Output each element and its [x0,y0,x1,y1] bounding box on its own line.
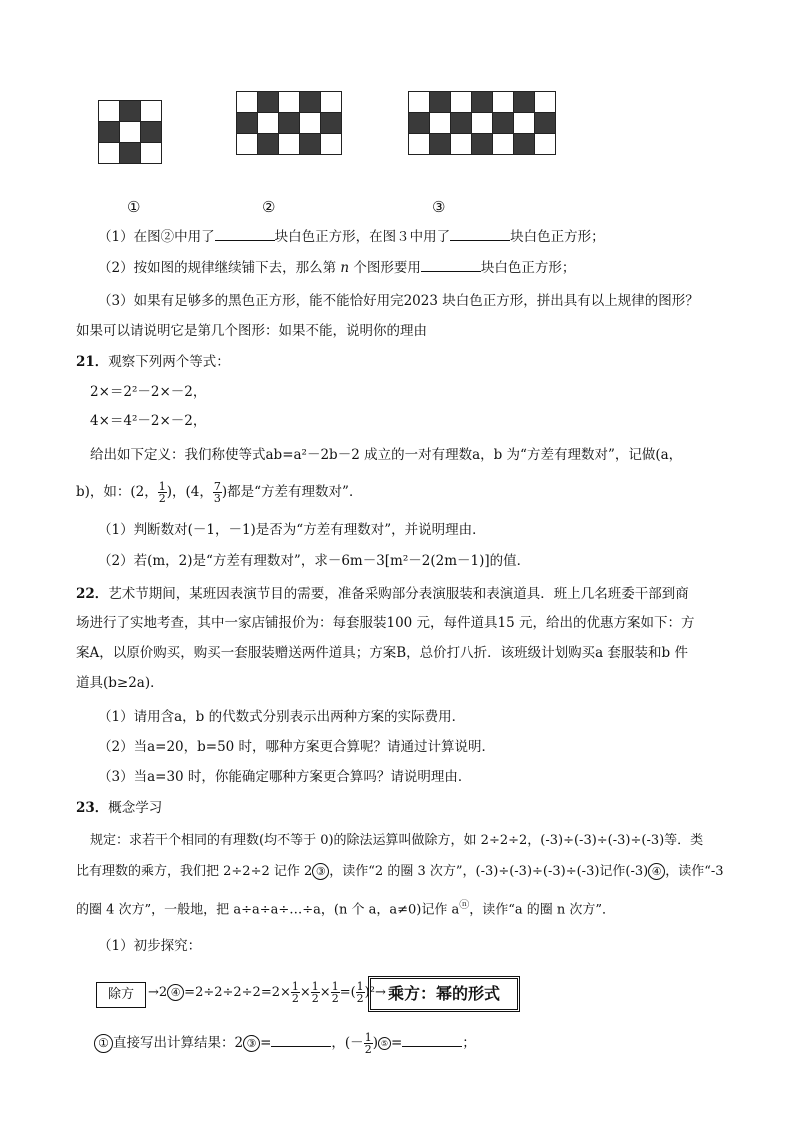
black-tile [258,92,279,113]
white-tile [493,92,514,113]
q23-part1: （1）初步探究： [98,938,202,954]
white-tile [99,101,120,122]
answer-blank [450,228,510,241]
q23-rule-line1: 规定：求若干个相同的有理数(均不等于 0)的除法运算叫做除方，如 2÷2÷2，(-3)÷(-3)÷(-3)÷(-3)等．类 [90,833,704,848]
division-to-power-chain: →2 ④ =2÷2÷2÷2=2× $\frac{1}{2}$ × $\frac{1}{2}$ × $\frac{1}{2}$ =( $\frac{1}{2}$ )²→ [148,980,386,1005]
q23-rule-line3: 的圈 4 次方”，一般地，把 a÷a÷a÷…÷a，(n 个 a，a≠0)记作 aⓝ，读作“a 的圈 n 次方”． [76,900,616,918]
q21-definition-line2: b)，如：(2， $\frac{1}{2}$ )，(4， $\frac{7}{3}$ )都是“方差有理数对”． [76,480,363,505]
black-tile [120,101,141,122]
q21-eq2: 4×＝4²－2×－2， [90,413,207,429]
black-tile [258,134,279,155]
figure-1-grid [98,100,162,164]
figure-2-label: ② [262,198,276,216]
white-tile [535,134,556,155]
answer-blank [271,1034,331,1047]
q21-eq1: 2×＝2²－2×－2， [90,384,207,400]
black-tile [300,134,321,155]
fraction-one-half: $\frac{1}{2}$ [291,980,299,1005]
white-tile [120,122,141,143]
q22-line3: 案A，以原价购买，购买一套服装赠送两件道具；方案B，总价打八折．该班级计划购买a 套服装和b 件 [76,645,688,661]
white-tile [321,92,342,113]
black-tile [514,92,535,113]
figure-3-grid [408,91,556,155]
white-tile [237,92,258,113]
answer-blank [421,259,481,272]
division-box: 除方 [96,982,146,1008]
white-tile [237,134,258,155]
white-tile [451,92,472,113]
fraction-one-half: $\frac{1}{2}$ [364,1031,372,1056]
black-tile [120,143,141,164]
white-tile [279,134,300,155]
white-tile [472,113,493,134]
q23-heading: 23．概念学习 [76,800,163,816]
q21-part1: （1）判断数对(－1，－1)是否为“方差有理数对”，并说明理由． [98,522,486,538]
white-tile [409,134,430,155]
black-tile [514,134,535,155]
q22-line2: 场进行了实地考查，其中一家店铺报价为：每套服装100 元，每件道具15 元，给出的优惠方案如下：方 [76,615,695,631]
q21-heading: 21．观察下列两个等式： [76,354,230,370]
black-tile [321,113,342,134]
black-tile [493,113,514,134]
black-tile [472,134,493,155]
white-tile [493,134,514,155]
white-tile [99,143,120,164]
black-tile [451,113,472,134]
white-tile [300,113,321,134]
q21-definition-line1: 给出如下定义：我们称使等式ab=a²－2b－2 成立的一对有理数a，b 为“方差有理数对”，记做(a， [90,447,683,463]
q22-part3: （3）当a=30 时，你能确定哪种方案更合算吗？请说明理由． [98,769,472,785]
white-tile [535,92,556,113]
black-tile [409,113,430,134]
white-tile [451,134,472,155]
black-tile [472,92,493,113]
fraction-one-half: $\frac{1}{2}$ [158,480,166,505]
white-tile [409,92,430,113]
black-tile [279,113,300,134]
power-form-box: 乘方：幂的形式 [368,976,520,1012]
white-tile [514,113,535,134]
q20-part3-line2: 如果可以请说明它是第几个图形：如果不能，说明你的理由 [76,323,427,339]
figure-3-label: ③ [432,198,446,216]
q20-part1: （1）在图②中用了 块白色正方形，在图３中用了 块白色正方形； [98,229,605,245]
black-tile [430,92,451,113]
q22-part1: （1）请用含a，b 的代数式分别表示出两种方案的实际费用． [98,709,466,725]
black-tile [141,122,162,143]
white-tile [321,134,342,155]
q20-part2: （2）按如图的规律继续铺下去，那么第 n 个图形要用 块白色正方形； [98,260,576,276]
fraction-one-half: $\frac{1}{2}$ [331,980,339,1005]
q22-line1: 22．艺术节期间，某班因表演节目的需要，准备采购部分表演服装和表演道具．班上几名班委干部到商 [76,586,689,602]
figure-1-label: ① [127,198,141,216]
black-tile [99,122,120,143]
white-tile [279,92,300,113]
white-tile [141,143,162,164]
answer-blank [215,228,275,241]
q21-part2: （2）若(m，2)是“方差有理数对”，求－6m－3[m²－2(2m－1)]的值． [98,553,531,569]
fraction-one-half: $\frac{1}{2}$ [311,980,319,1005]
black-tile [300,92,321,113]
white-tile [141,101,162,122]
q22-line4: 道具(b≥2a)． [76,675,164,691]
white-tile [258,113,279,134]
q23-item1: ① 直接写出计算结果：2 ③ = ，(－ $\frac{1}{2}$ ) ⑤ = ； [94,1032,476,1055]
white-tile [430,113,451,134]
q23-rule-line2: 比有理数的乘方，我们把 2÷2÷2 记作 2 ③ ，读作“2 的圈 3 次方”，(-3)÷(-3)÷(-3)÷(-3)记作(-3) ④ ，读作“-3 [76,864,724,879]
figure-2-grid [236,91,342,155]
black-tile [430,134,451,155]
q22-part2: （2）当a=20，b=50 时，哪种方案更合算呢？请通过计算说明． [98,739,496,755]
q20-part3-line1: （3）如果有足够多的黑色正方形，能不能恰好用完2023 块白色正方形，拼出具有以上规律的图形？ [98,293,699,309]
black-tile [237,113,258,134]
answer-blank [402,1034,462,1047]
fraction-seven-thirds: $\frac{7}{3}$ [213,480,221,505]
fraction-one-half: $\frac{1}{2}$ [356,980,364,1005]
black-tile [535,113,556,134]
